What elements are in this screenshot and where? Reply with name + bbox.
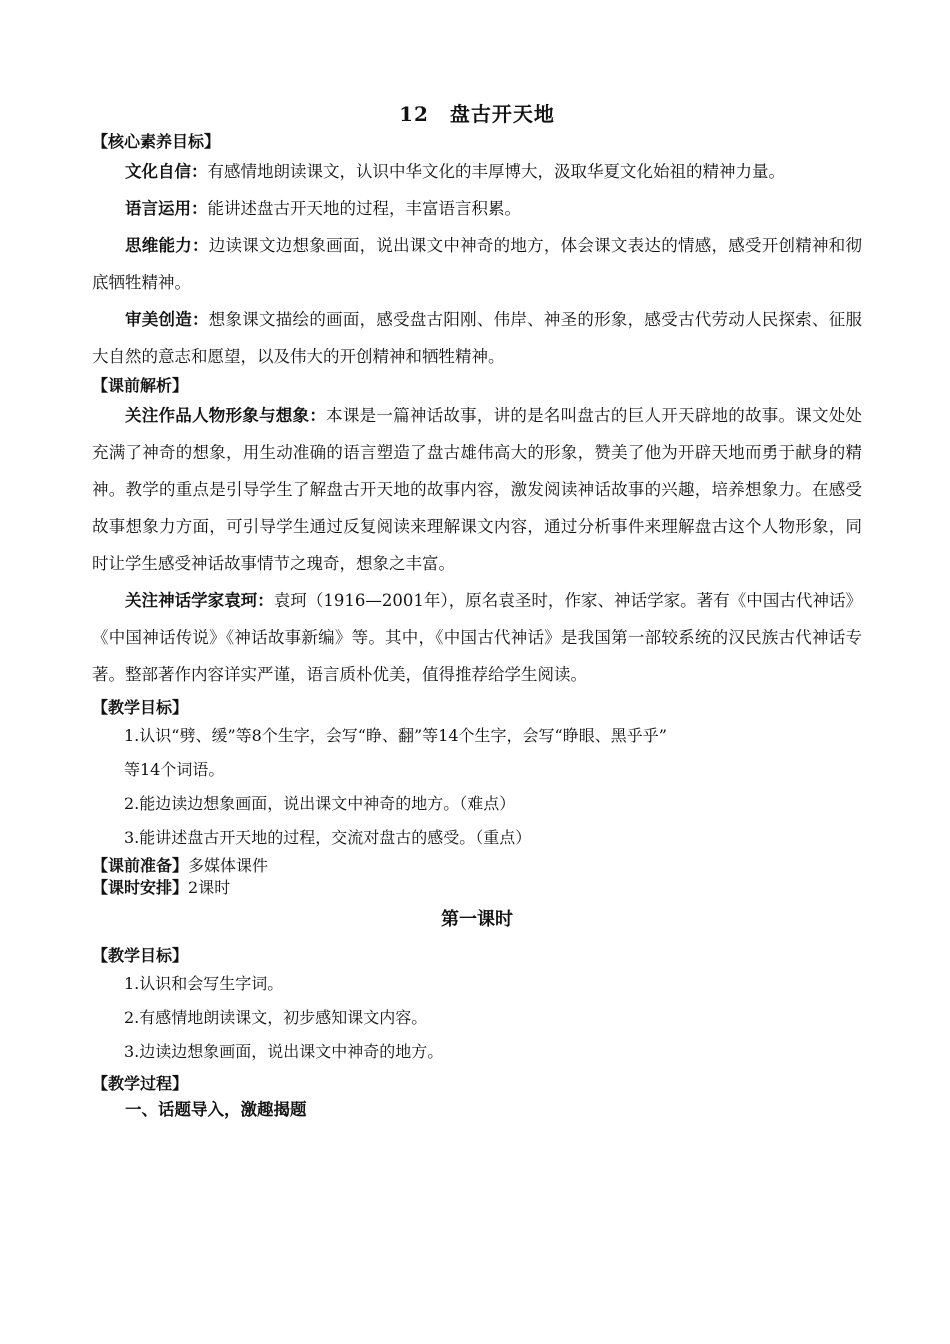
core-item-language [92, 190, 862, 227]
lesson-goal-item: 3.边读边想象画面，说出课文中神奇的地方。 [124, 1042, 444, 1061]
goal-item-2: 2.能边读边想象画面，说出课文中神奇的地方。（难点） [124, 794, 516, 813]
core-item-label: 语言运用： [125, 199, 208, 218]
lesson-goal-item: 2.有感情地朗读课文，初步感知课文内容。 [124, 1008, 428, 1027]
analysis-item-text: 本课是一篇神话故事，讲的是名叫盘古的巨人开天辟地的故事。课文处处充满了神奇的想象，用生动准确的语言塑造了盘古雄伟高大的形象，赞美了他为开辟天地而勇于献身的精神。教学的重点是引导学生了解盘古开天地的故事内容，激发阅读神话故事的兴趣，培养想象力。在感受故事想象力方面，可引导学生通过反复阅读来理解课文内容，通过分析事件来理解盘古这个人物形象，同时让学生感受神话故事情节之瑰奇，想象之丰富。 [92, 406, 863, 573]
core-item-text: 想象课文描绘的画面，感受盘古阳刚、伟岸、神圣的形象，感受古代劳动人民探索、征服大自然的意志和愿望，以及伟大的开创精神和牺牲精神。 [92, 310, 863, 366]
analysis-heading: 【课前解析】 [92, 376, 189, 395]
analysis-item-author [92, 582, 862, 693]
core-item-text: 边读课文边想象画面，说出课文中神奇的地方，体会课文表达的情感，感受开创精神和彻底牺牲精神。 [92, 236, 863, 292]
core-item-label: 审美创造： [125, 310, 209, 329]
core-heading: 【核心素养目标】 [92, 132, 221, 151]
core-item-thinking [92, 227, 862, 301]
lesson-goals-heading: 【教学目标】 [92, 946, 189, 965]
core-item-culture [92, 153, 862, 190]
analysis-item-character [92, 397, 862, 582]
goals-heading: 【教学目标】 [92, 698, 189, 717]
prep-heading: 【课前准备】 [92, 856, 189, 875]
core-item-text: 能讲述盘古开天地的过程，丰富语言积累。 [207, 199, 521, 218]
process-step-1: 一、话题导入，激趣揭题 [125, 1100, 307, 1119]
core-item-label: 思维能力： [125, 236, 209, 255]
prep-row [92, 855, 862, 877]
goal-item-3: 3.能讲述盘古开天地的过程，交流对盘古的感受。（重点） [124, 828, 532, 847]
analysis-item-text: 袁珂（1916—2001年），原名袁圣时，作家、神话学家。著有《中国古代神话》《中国神话传说》《神话故事新编》等。其中，《中国古代神话》是我国第一部较系统的汉民族古代神话专著。整部著作内容详实严谨，语言质朴优美，值得推荐给学生阅读。 [92, 591, 863, 684]
core-item-aesthetic [92, 301, 862, 375]
page-title: 12 盘古开天地 [399, 102, 555, 126]
goal-item-1: 1.认识“劈、缓”等8个生字，会写“睁、翻”等14个生字，会写“睁眼、黑乎乎” [124, 726, 667, 745]
document-page [92, 98, 862, 1125]
core-item-text: 有感情地朗读课文，认识中华文化的丰厚博大，汲取华夏文化始祖的精神力量。 [207, 162, 785, 181]
schedule-row [92, 877, 862, 899]
schedule-value: 2课时 [188, 878, 231, 897]
prep-value: 多媒体课件 [188, 856, 269, 875]
analysis-item-label: 关注神话学家袁珂： [125, 591, 274, 610]
schedule-heading: 【课时安排】 [92, 878, 189, 897]
process-heading: 【教学过程】 [92, 1074, 189, 1093]
goal-item-1-cont: 等14个词语。 [124, 760, 225, 779]
lesson-title: 第一课时 [441, 909, 513, 930]
lesson-goal-item: 1.认识和会写生字词。 [124, 974, 284, 993]
analysis-item-label: 关注作品人物形象与想象： [125, 406, 327, 425]
core-item-label: 文化自信： [125, 162, 208, 181]
